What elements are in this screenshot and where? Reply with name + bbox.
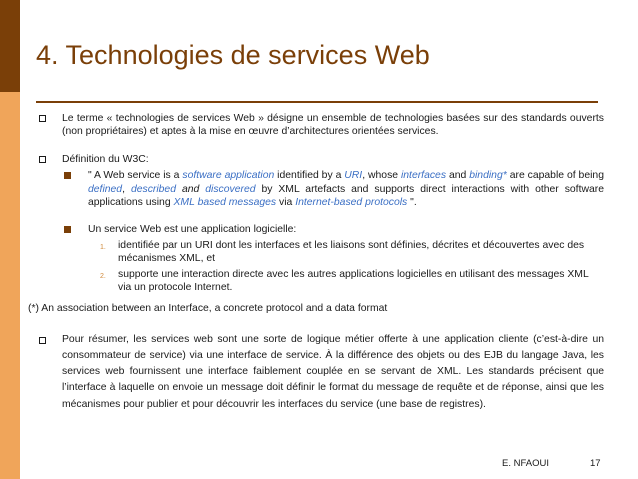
slide-content bbox=[28, 112, 604, 427]
numbered-item-1 bbox=[36, 239, 604, 266]
hollow-square-bullet-icon bbox=[39, 156, 46, 163]
quote-text: via bbox=[276, 197, 296, 209]
quote-term-interfaces: interfaces bbox=[400, 170, 447, 182]
sub-service-text: Un service Web est une application logicielle: bbox=[88, 224, 297, 236]
bullet-summary bbox=[36, 332, 604, 413]
quote-term-discovered: discovered bbox=[205, 183, 256, 195]
left-accent-bar-light bbox=[0, 92, 20, 479]
left-accent-bar-dark bbox=[0, 0, 20, 92]
w3c-heading: Définition du W3C: bbox=[62, 153, 149, 165]
bullet-w3c-definition bbox=[36, 153, 604, 295]
quote-text: " A Web service is a bbox=[88, 170, 183, 182]
filled-square-bullet-icon bbox=[64, 226, 71, 233]
quote-term-defined: defined bbox=[88, 183, 123, 195]
title-underline bbox=[36, 101, 598, 103]
hollow-square-bullet-icon bbox=[39, 337, 46, 344]
quote-text: identified by a bbox=[274, 170, 345, 182]
page-number: 17 bbox=[590, 458, 601, 469]
bullet-summary-text: Pour résumer, les services web sont une sorte de logique métier offerte à une application cliente (c’est-à-dire un consommateur de service) via une interface de service. À la différence des objets ou des EJB du langage Java, les services web fournissent une interface faiblement couplée en se servant de XML. Les standards précisent que l’interface à laquelle on envoie un message doit définir le format du message de requête et de réponse, ainsi que les mécanismes pour publier et pour découvrir les interfaces du service (une base de registres). bbox=[62, 333, 604, 410]
binding-footnote: (*) An association between an Interface, a concrete protocol and a data format bbox=[28, 303, 388, 315]
filled-square-bullet-icon bbox=[64, 172, 71, 179]
quote-term-binding: binding* bbox=[469, 170, 507, 182]
quote-text: are capable of being bbox=[506, 170, 604, 182]
numbered-item-2 bbox=[36, 268, 604, 295]
quote-text: and bbox=[446, 170, 470, 182]
quote-text: ". bbox=[407, 197, 417, 209]
w3c-quote bbox=[36, 169, 604, 209]
quote-text: and bbox=[176, 183, 206, 195]
item-number: 2. bbox=[100, 272, 106, 280]
quote-term-software-application: software application bbox=[182, 170, 275, 182]
item-number: 1. bbox=[100, 243, 106, 251]
quote-term-uri: URI bbox=[344, 170, 363, 182]
bullet-technologies bbox=[36, 112, 604, 139]
quote-term-internet-protocols: Internet-based protocols bbox=[295, 197, 408, 209]
w3c-sub-service bbox=[36, 223, 604, 236]
quote-term-described: described bbox=[130, 183, 176, 195]
item-text: identifiée par un URI dont les interfaces et les liaisons sont définies, décrites et découvertes avec des mécanismes XML, et bbox=[118, 239, 585, 265]
item-text: supporte une interaction directe avec les autres applications logicielles en utilisant des messages XML via un protocole Internet. bbox=[118, 268, 589, 294]
quote-text: , bbox=[122, 183, 131, 195]
quote-term-xml-messages: XML based messages bbox=[173, 197, 277, 209]
quote-text: , whose bbox=[362, 170, 401, 182]
quote-text: by XML artefacts and supports direct interactions with other software applications using bbox=[88, 183, 604, 209]
hollow-square-bullet-icon bbox=[39, 115, 46, 122]
bullet-technologies-text: Le terme « technologies de services Web » désigne un ensemble de technologies basées sur des standards ouverts (non propriétaires) et aptes à la mise en œuvre d’architectures orientées services. bbox=[62, 113, 604, 138]
left-accent-bar bbox=[0, 0, 20, 479]
footer-author: E. NFAOUI bbox=[502, 458, 549, 469]
slide-title: 4. Technologies de services Web bbox=[36, 40, 430, 70]
